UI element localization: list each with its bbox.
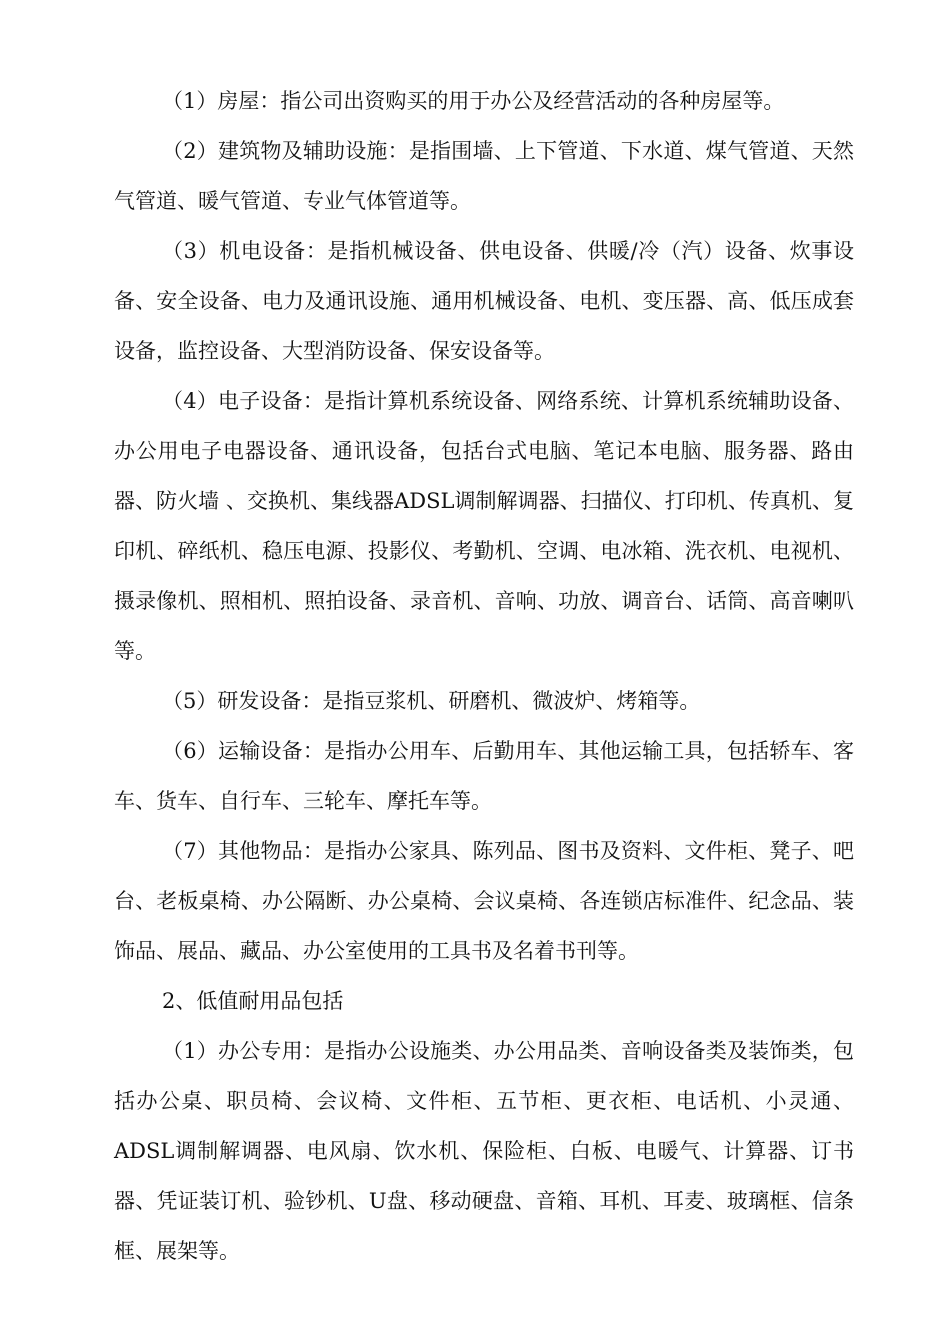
document-body <box>114 76 854 1276</box>
paragraph-house: （1）房屋：指公司出资购买的用于办公及经营活动的各种房屋等。 <box>162 89 785 113</box>
paragraph-transport: （6）运输设备：是指办公用车、后勤用车、其他运输工具，包括轿车、客车、货车、自行车、三轮车、摩托车等。 <box>114 739 854 813</box>
paragraph-electronic: （4）电子设备：是指计算机系统设备、网络系统、计算机系统辅助设备、办公用电子电器设备、通讯设备，包括台式电脑、笔记本电脑、服务器、路由器、防火墙 、交换机、集线器ADSL调制解调器、扫描仪、打印机、传真机、复印机、碎纸机、稳压电源、投影仪、考勤机、空调、电冰箱、洗衣机、电视机、摄录像机、照相机、照拍设备、录音机、音响、功放、调音台、话筒、高音喇叭等。 <box>114 389 854 663</box>
paragraph-electromechanical: （3）机电设备：是指机械设备、供电设备、供暖/冷（汽）设备、炊事设备、安全设备、电力及通讯设施、通用机械设备、电机、变压器、高、低压成套设备，监控设备、大型消防设备、保安设备等。 <box>114 239 854 363</box>
paragraph-office-use: （1）办公专用：是指办公设施类、办公用品类、音响设备类及装饰类，包括办公桌、职员椅、会议椅、文件柜、五节柜、更衣柜、电话机、小灵通、ADSL调制解调器、电风扇、饮水机、保险柜、白板、电暖气、计算器、订书器、凭证装订机、验钞机、U盘、移动硬盘、音箱、耳机、耳麦、玻璃框、信条框、展架等。 <box>114 1039 854 1263</box>
section-heading-low-value: 2、低值耐用品包括 <box>162 989 344 1013</box>
paragraph-other-items: （7）其他物品：是指办公家具、陈列品、图书及资料、文件柜、凳子、吧台、老板桌椅、办公隔断、办公桌椅、会议桌椅、各连锁店标准件、纪念品、装饰品、展品、藏品、办公室使用的工具书及名着书刊等。 <box>114 839 854 963</box>
paragraph-buildings: （2）建筑物及辅助设施：是指围墙、上下管道、下水道、煤气管道、天然气管道、暖气管道、专业气体管道等。 <box>114 139 854 213</box>
paragraph-rd-equipment: （5）研发设备：是指豆浆机、研磨机、微波炉、烤箱等。 <box>162 689 701 713</box>
